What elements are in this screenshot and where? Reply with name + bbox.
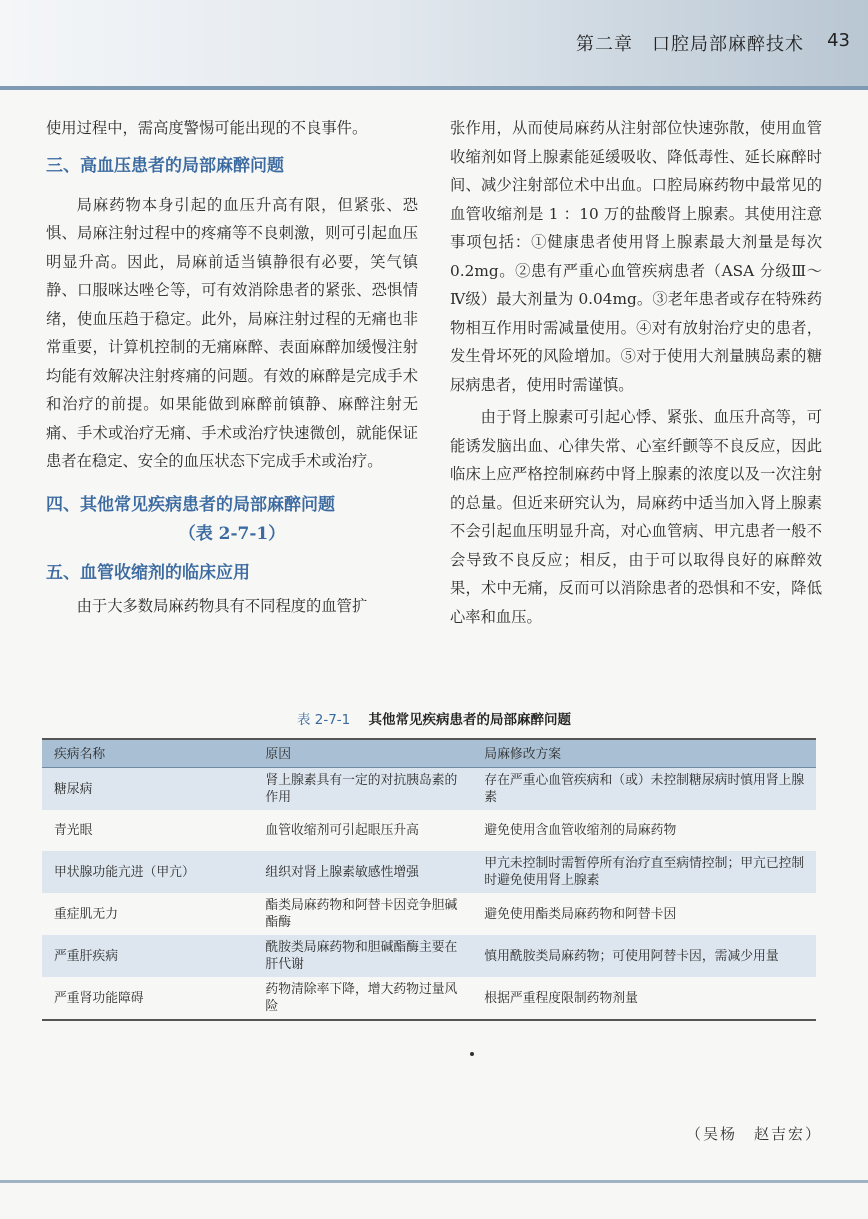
section-4-subtitle: （表 2-7-1） [178, 523, 286, 544]
section-5-body: 由于大多数局麻药物具有不同程度的血管扩 [76, 597, 368, 615]
header-rule [0, 86, 868, 90]
lead-line: 使用过程中，需高度警惕可能出现的不良事件。 [46, 119, 368, 137]
table-row [42, 768, 816, 811]
table-cell-reason: 酰胺类局麻药物和胆碱酯酶主要在肝代谢 [253, 935, 472, 977]
table-header-plan: 局麻修改方案 [472, 739, 816, 768]
table-cell-plan: 根据严重程度限制药物剂量 [472, 977, 816, 1020]
bottom-rule [0, 1180, 868, 1183]
table-cell-plan: 存在严重心血管疾病和（或）未控制糖尿病时慎用肾上腺素 [472, 768, 816, 811]
page-header [0, 0, 868, 86]
page-number: 43 [827, 30, 850, 51]
table-cell-disease: 青光眼 [54, 823, 93, 838]
table-caption-title: 其他常见疾病患者的局部麻醉问题 [368, 712, 572, 728]
disease-table [42, 738, 816, 1021]
table-cell-disease: 严重肝疾病 [42, 935, 253, 977]
table-cell-disease: 甲状腺功能亢进（甲亢） [42, 851, 253, 893]
table-cell-plan: 甲亢未控制时需暂停所有治疗直至病情控制；甲亢已控制时避免使用肾上腺素 [472, 851, 816, 893]
table-row [42, 935, 816, 977]
table-cell-reason: 组织对肾上腺素敏感性增强 [253, 851, 472, 893]
table-caption-number: 表 2-7-1 [296, 712, 351, 728]
table-row [42, 977, 816, 1020]
table-cell-disease: 严重肾功能障碍 [42, 977, 253, 1020]
section-3-body: 局麻药物本身引起的血压升高有限，但紧张、恐惧、局麻注射过程中的疼痛等不良刺激，则可引起血压明显升高。因此，局麻前适当镇静很有必要，笑气镇静、口服咪达唑仑等，可有效消除患者的紧张、恐惧情绪，使血压趋于稳定。此外，局麻注射过程的无痛也非常重要，计算机控制的无痛麻醉、表面麻醉加缓慢注射均能有效解决注射疼痛的问题。有效的麻醉是完成手术和治疗的前提。如果能做到麻醉前镇静、麻醉注射无痛、手术或治疗无痛、手术或治疗快速微创，就能保证患者在稳定、安全的血压状态下完成手术或治疗。 [46, 195, 418, 470]
print-dot [470, 1052, 474, 1056]
table-caption [0, 708, 868, 728]
table-row [42, 893, 816, 935]
section-3-title: 三、高血压患者的局部麻醉问题 [46, 155, 284, 176]
table-header-row [42, 739, 816, 768]
right-column [450, 114, 822, 631]
right-paragraph-1: 张作用，从而使局麻药从注射部位快速弥散，使用血管收缩剂如肾上腺素能延缓吸收、降低毒性、延长麻醉时间、减少注射部位术中出血。口腔局麻药物中最常见的血管收缩剂是 1 ：10 万的盐酸肾上腺素。其使用注意事项包括：①健康患者使用肾上腺素最大剂量是每次 0.2mg。②患有严重心血管疾病患者（ASA 分级Ⅲ～Ⅳ级）最大剂量为 0.04mg。③老年患者或存在特殊药物相互作用时需减量使用。④对有放射治疗史的患者，发生骨坏死的风险增加。⑤对于使用大剂量胰岛素的糖尿病患者，使用时需谨慎。 [450, 119, 822, 394]
table-header-disease: 疾病名称 [42, 739, 253, 768]
section-5-title: 五、血管收缩剂的临床应用 [46, 563, 250, 583]
section-4-title: 四、其他常见疾病患者的局部麻醉问题 [46, 494, 335, 515]
table-cell-plan: 慎用酰胺类局麻药物；可使用阿替卡因，需减少用量 [472, 935, 816, 977]
authors: （吴杨 赵吉宏） [685, 1125, 822, 1143]
table-cell-disease: 重症肌无力 [54, 906, 118, 922]
table-cell-plan: 避免使用酯类局麻药物和阿替卡因 [484, 906, 677, 922]
table-cell-reason: 肾上腺素具有一定的对抗胰岛素的作用 [253, 768, 472, 811]
table-cell-reason: 血管收缩剂可引起眼压升高 [265, 823, 419, 838]
right-paragraph-2: 由于肾上腺素可引起心悸、紧张、血压升高等，可能诱发脑出血、心律失常、心室纤颤等不良反应，因此临床上应严格控制麻药中肾上腺素的浓度以及一次注射的总量。但近来研究认为，局麻药中适当加入肾上腺素不会引起血压明显升高，对心血管病、甲亢患者一般不会导致不良反应；相反，由于可以取得良好的麻醉效果，术中无痛，反而可以消除患者的恐惧和不安，降低心率和血压。 [450, 408, 822, 626]
left-column [46, 114, 418, 621]
chapter-title: 第二章 口腔局部麻醉技术 [576, 34, 804, 55]
table-cell-disease: 糖尿病 [42, 768, 253, 811]
table-cell-reason: 药物清除率下降，增大药物过量风险 [253, 977, 472, 1020]
table-header-reason: 原因 [253, 739, 472, 768]
table-cell-plan: 避免使用含血管收缩剂的局麻药物 [484, 823, 677, 838]
table-row [42, 810, 816, 851]
table-cell-reason: 酯类局麻药物和阿替卡因竞争胆碱酯酶 [265, 898, 458, 930]
table-row [42, 851, 816, 893]
